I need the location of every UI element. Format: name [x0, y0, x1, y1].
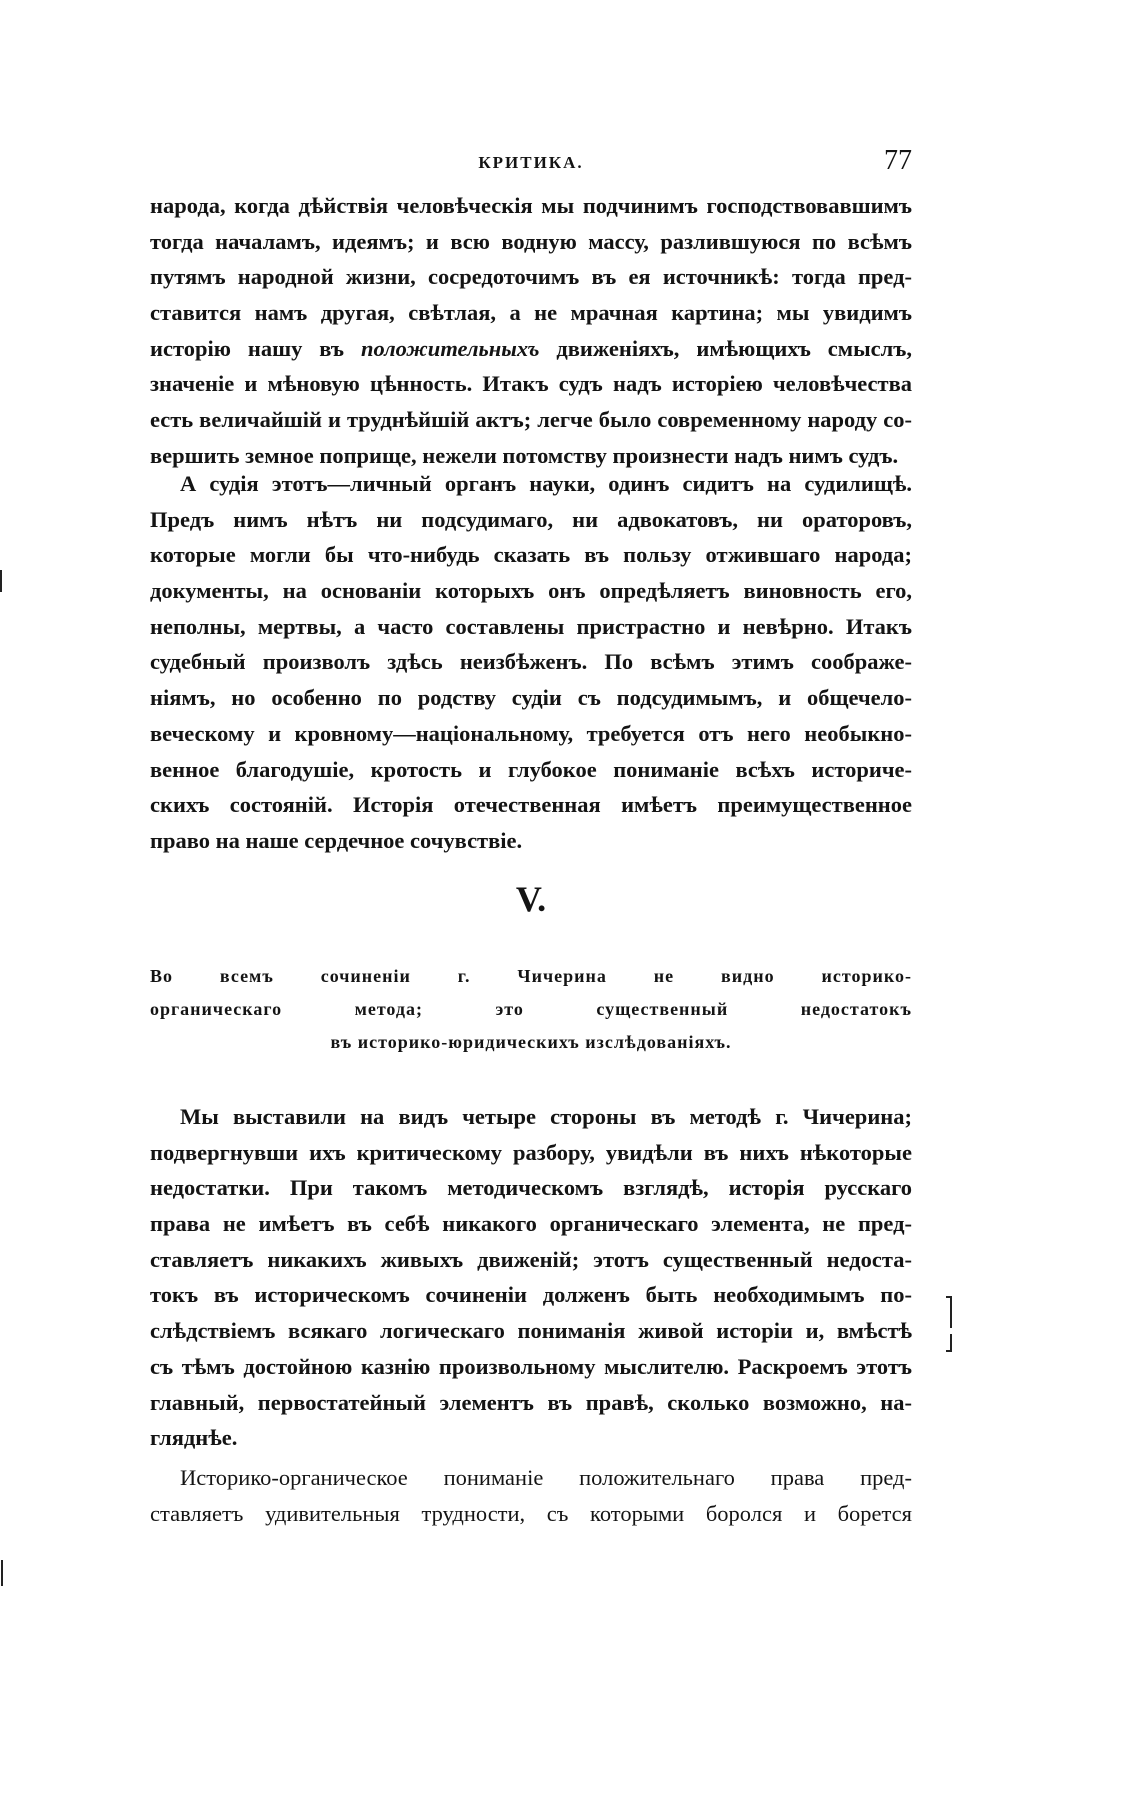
- scan-edge-mark: [0, 570, 2, 592]
- paragraph-3: [150, 1099, 912, 1456]
- heading-line: Во всемъ сочиненіи г. Чичерина не видно историко-: [150, 966, 912, 986]
- text-line: значеніе и мѣновую цѣнность. Итакъ судъ надъ исторіею человѣчества: [150, 371, 912, 397]
- text-line: путямъ народной жизни, сосредоточимъ въ ея источникѣ: тогда пред-: [150, 264, 912, 290]
- running-title: КРИТИКА.: [478, 153, 584, 172]
- text-line: неполны, мертвы, а часто составлены пристрастно и невѣрно. Итакъ: [150, 613, 912, 639]
- text-line: подвергнувши ихъ критическому разбору, увидѣли въ нихъ нѣкоторые: [150, 1139, 912, 1165]
- scan-edge-mark: [1, 1560, 3, 1586]
- text-line: съ тѣмъ достойною казнію произвольному мыслителю. Раскроемъ этотъ: [150, 1353, 912, 1379]
- text-line: главный, первостатейный элементъ въ правѣ, сколько возможно, на-: [150, 1389, 912, 1415]
- margin-bracket-mark: [946, 1296, 952, 1298]
- text-line: есть величайшій и труднѣйшій актъ; легче было современному народу со-: [150, 407, 912, 433]
- text-line: гляднѣе.: [150, 1425, 238, 1451]
- text-line: судебный произволъ здѣсь неизбѣженъ. По всѣмъ этимъ соображе-: [150, 649, 912, 675]
- text-line: венное благодушіе, кротость и глубокое пониманіе всѣхъ историче-: [150, 756, 912, 782]
- text-line: недостатки. При такомъ методическомъ взглядѣ, исторія русскаго: [150, 1175, 912, 1201]
- text-segment: движеніяхъ, имѣющихъ смыслъ,: [556, 335, 912, 361]
- text-line: народа, когда дѣйствія человѣческія мы подчинимъ господствовавшимъ: [150, 193, 912, 218]
- text-line: Историко-органическое пониманіе положительнаго права пред-: [180, 1465, 912, 1490]
- paragraph-4: [150, 1460, 912, 1531]
- text-line: слѣдствіемъ всякаго логическаго пониманія живой исторіи и, вмѣстѣ: [150, 1318, 912, 1344]
- text-line: ставляетъ удивительныя трудности, съ которыми боролся и борется: [150, 1500, 912, 1526]
- italic-emphasis: положительныхъ: [360, 335, 540, 361]
- heading-line: въ историко-юридическихъ изслѣдованіяхъ.: [330, 1032, 732, 1052]
- text-line: [150, 331, 912, 367]
- section-heading: [150, 960, 912, 1059]
- margin-bracket-mark: [946, 1350, 952, 1352]
- text-line: Мы выставили на видъ четыре стороны въ методѣ г. Чичерина;: [180, 1104, 912, 1129]
- text-line: права не имѣетъ въ себѣ никакого органическаго элемента, не пред-: [150, 1211, 912, 1237]
- text-line: скихъ состояній. Исторія отечественная имѣетъ преимущественное: [150, 792, 912, 818]
- text-line: Предъ нимъ нѣтъ ни подсудимаго, ни адвокатовъ, ни ораторовъ,: [150, 506, 912, 532]
- text-line: А судія этотъ—личный органъ науки, одинъ сидитъ на судилищѣ.: [180, 471, 912, 496]
- text-line: веческому и кровному—національному, требуется отъ него необыкно-: [150, 720, 912, 746]
- text-line: ніямъ, но особенно по родству судіи съ подсудимымъ, и общечело-: [150, 685, 912, 711]
- text-segment: исторію нашу въ: [150, 335, 344, 361]
- running-head: [150, 145, 912, 179]
- text-line: ставится намъ другая, свѣтлая, а не мрачная картина; мы увидимъ: [150, 300, 912, 326]
- text-line: токъ въ историческомъ сочиненіи долженъ быть необходимымъ по-: [150, 1282, 912, 1308]
- text-line: которые могли бы что-нибудь сказать въ пользу отжившаго народа;: [150, 542, 912, 568]
- heading-line: органическаго метода; это существенный недостатокъ: [150, 999, 912, 1019]
- margin-bracket-mark: [950, 1296, 952, 1328]
- text-line: вершить земное поприще, нежели потомству произнести надъ нимъ судъ.: [150, 442, 899, 468]
- paragraph-2: [150, 466, 912, 859]
- text-line: право на наше сердечное сочувствіе.: [150, 827, 523, 853]
- text-line: тогда началамъ, идеямъ; и всю водную массу, разлившуюся по всѣмъ: [150, 228, 912, 254]
- paragraph-1: [150, 188, 912, 474]
- page-number: 77: [884, 145, 912, 176]
- text-line: документы, на основаніи которыхъ онъ опредѣляетъ виновность его,: [150, 578, 912, 604]
- text-line: ставляетъ никакихъ живыхъ движеній; этотъ существенный недоста-: [150, 1246, 912, 1272]
- section-number: V.: [515, 879, 547, 919]
